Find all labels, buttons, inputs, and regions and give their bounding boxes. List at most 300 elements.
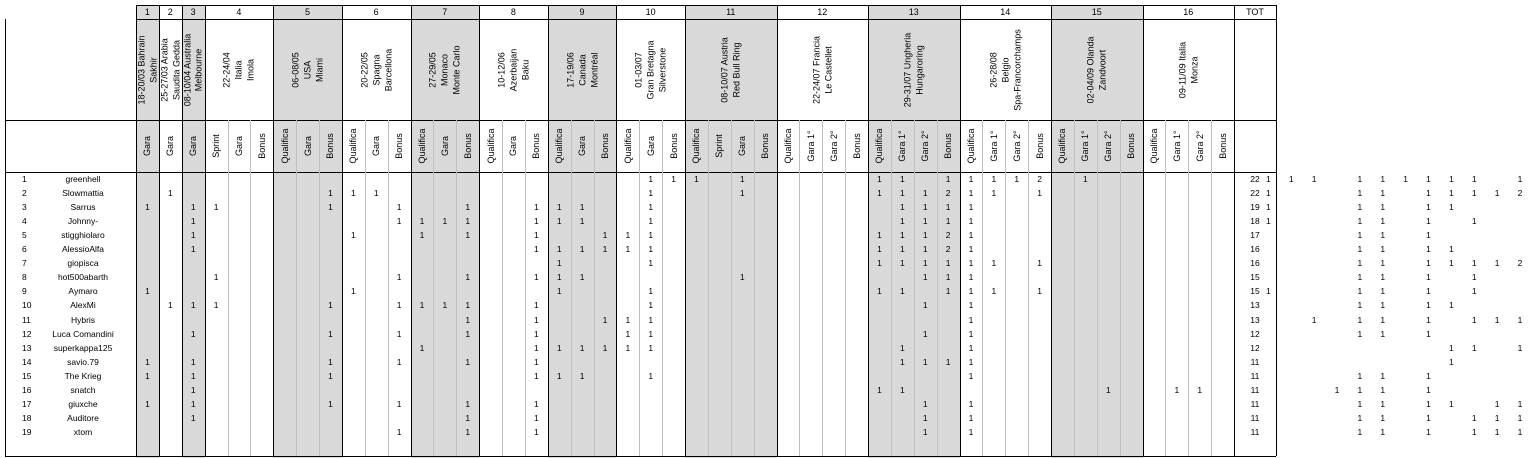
column-header: Gara 1° xyxy=(897,130,908,162)
column-header: Bonus xyxy=(1217,133,1228,159)
round-title-line: 10-12/06 xyxy=(496,51,507,88)
points-cell: 1 xyxy=(968,300,974,311)
points-cell: 1 xyxy=(991,174,997,185)
points-cell: 1 xyxy=(899,174,905,185)
points-cell: 1 xyxy=(1357,258,1363,269)
points-cell: 1 xyxy=(991,258,997,269)
column-header: Qualifica xyxy=(965,128,976,164)
points-cell: 1 xyxy=(648,286,654,297)
grid-line xyxy=(205,5,206,456)
player-total: 19 xyxy=(1250,202,1260,213)
points-cell: 1 xyxy=(1174,384,1180,395)
points-cell: 1 xyxy=(1426,286,1431,297)
round-title-line: Gran Bretagna xyxy=(645,39,656,100)
column-header: Gara xyxy=(645,136,656,157)
player-total: 13 xyxy=(1250,314,1260,325)
points-cell: 2 xyxy=(1517,258,1523,269)
round-title-line: Spagna xyxy=(371,53,382,86)
player-name: Hybris xyxy=(70,314,96,325)
points-cell: 1 xyxy=(968,370,974,381)
points-cell: 1 xyxy=(1494,398,1500,409)
player-total: 11 xyxy=(1250,356,1260,367)
points-cell: 1 xyxy=(922,188,928,199)
round-number-9: 9 xyxy=(579,7,585,17)
round-title-line: Saudita Gedda xyxy=(171,39,182,100)
points-cell: 1 xyxy=(396,328,402,339)
column-header: Bonus xyxy=(1126,133,1137,159)
points-cell: 1 xyxy=(968,314,974,325)
player-position: 4 xyxy=(22,216,27,227)
points-cell: 1 xyxy=(648,230,654,241)
points-cell: 1 xyxy=(602,244,608,255)
grid-line xyxy=(1143,5,1144,456)
points-cell: 1 xyxy=(877,244,882,255)
player-name: hot500abarth xyxy=(57,272,109,283)
column-header: Qualifica xyxy=(279,128,290,164)
points-cell: 1 xyxy=(465,398,471,409)
points-cell: 1 xyxy=(648,188,654,199)
points-cell: 1 xyxy=(145,398,150,409)
grid-line xyxy=(1028,120,1029,456)
player-position: 10 xyxy=(22,300,32,311)
column-header: Bonus xyxy=(851,133,862,159)
grid-line xyxy=(273,5,274,456)
points-cell: 1 xyxy=(968,216,974,227)
points-cell: 1 xyxy=(1380,244,1386,255)
points-cell: 1 xyxy=(922,300,928,311)
points-cell: 1 xyxy=(648,300,654,311)
round-title-line: Le Castellet xyxy=(823,45,834,94)
grid-line xyxy=(250,120,251,456)
round-title-line: Imola xyxy=(245,58,256,81)
points-cell: 1 xyxy=(465,216,471,227)
points-cell: 1 xyxy=(533,412,539,423)
points-cell: 1 xyxy=(1448,342,1454,353)
column-header: Qualifica xyxy=(1148,128,1159,164)
points-cell: 1 xyxy=(1265,216,1271,227)
points-cell: 1 xyxy=(1426,230,1431,241)
points-cell: 1 xyxy=(922,426,928,437)
grid-line xyxy=(1097,120,1098,456)
points-cell: 1 xyxy=(533,370,539,381)
points-cell: 1 xyxy=(396,216,402,227)
column-header: Bonus xyxy=(760,133,771,159)
player-name: AlessioAlfa xyxy=(61,244,105,255)
points-cell: 1 xyxy=(945,174,951,185)
player-position: 14 xyxy=(22,356,32,367)
points-cell: 1 xyxy=(213,300,219,311)
round-title-line: 27-29/05 xyxy=(427,51,438,88)
player-total: 16 xyxy=(1250,244,1260,255)
points-cell: 1 xyxy=(968,230,974,241)
round-title-line: 25-27/03 Arabia xyxy=(159,37,170,102)
grid-line xyxy=(639,120,640,456)
points-cell: 1 xyxy=(899,188,905,199)
points-cell: 1 xyxy=(465,328,471,339)
grid-line xyxy=(1074,120,1075,456)
points-cell: 1 xyxy=(945,202,951,213)
round-number-8: 8 xyxy=(510,7,516,17)
player-position: 15 xyxy=(22,370,32,381)
points-cell: 1 xyxy=(167,188,173,199)
points-cell: 1 xyxy=(1357,300,1363,311)
grid-line xyxy=(479,5,480,456)
points-cell: 1 xyxy=(556,272,562,283)
total-header: TOT xyxy=(1246,7,1264,17)
player-name: Johnny- xyxy=(67,216,99,227)
player-total: 18 xyxy=(1250,216,1260,227)
points-cell: 1 xyxy=(533,230,539,241)
points-cell: 1 xyxy=(556,286,562,297)
points-cell: 1 xyxy=(1357,230,1363,241)
points-cell: 1 xyxy=(167,300,173,311)
round-title-line: 26-28/08 xyxy=(988,51,999,88)
points-cell: 1 xyxy=(1357,398,1363,409)
points-cell: 1 xyxy=(602,230,608,241)
points-cell: 1 xyxy=(899,216,905,227)
column-header: Sprint xyxy=(211,134,222,158)
points-cell: 1 xyxy=(922,230,928,241)
grid-line xyxy=(937,120,938,456)
grid-line xyxy=(822,120,823,456)
points-cell: 1 xyxy=(1426,314,1431,325)
points-cell: 1 xyxy=(442,216,448,227)
points-cell: 1 xyxy=(442,300,448,311)
points-cell: 1 xyxy=(1471,426,1477,437)
points-cell: 1 xyxy=(1380,188,1386,199)
points-cell: 1 xyxy=(1265,202,1271,213)
column-header: Gara xyxy=(233,136,244,157)
round-title-line: Hungaroring xyxy=(914,44,925,95)
points-cell: 1 xyxy=(533,426,539,437)
points-cell: 1 xyxy=(190,230,196,241)
grid-line xyxy=(1120,120,1121,456)
points-cell: 1 xyxy=(1403,174,1408,185)
player-name: AlexMi xyxy=(70,300,96,311)
grid-line xyxy=(159,5,160,456)
points-cell: 1 xyxy=(579,342,585,353)
column-header: Gara xyxy=(165,136,176,157)
points-cell: 1 xyxy=(579,370,585,381)
grid-line xyxy=(5,120,1276,121)
grid-line xyxy=(1051,5,1052,456)
points-cell: 1 xyxy=(968,328,974,339)
column-header: Bonus xyxy=(943,133,954,159)
points-cell: 2 xyxy=(1517,188,1523,199)
points-cell: 1 xyxy=(602,342,608,353)
points-cell: 1 xyxy=(190,370,196,381)
points-cell: 1 xyxy=(328,188,333,199)
player-name: Luca Comandini xyxy=(52,328,114,339)
points-cell: 1 xyxy=(1494,314,1500,325)
player-position: 17 xyxy=(22,398,32,409)
grid-line xyxy=(1165,120,1166,456)
points-cell: 1 xyxy=(1471,272,1477,283)
round-title-line: 08-10/04 Australia xyxy=(182,33,193,106)
points-cell: 1 xyxy=(922,398,928,409)
points-cell: 1 xyxy=(877,384,882,395)
points-cell: 1 xyxy=(1357,314,1363,325)
column-header: Gara xyxy=(188,136,199,157)
player-position: 11 xyxy=(22,314,31,325)
points-cell: 1 xyxy=(1448,356,1454,367)
points-cell: 1 xyxy=(350,230,356,241)
round-title-line: Sakhir xyxy=(148,56,159,83)
grid-line xyxy=(1005,120,1006,456)
grid-line xyxy=(571,120,572,456)
points-cell: 1 xyxy=(396,398,402,409)
points-cell: 1 xyxy=(648,202,654,213)
points-cell: 1 xyxy=(922,216,928,227)
column-header: Bonus xyxy=(394,133,405,159)
grid-line xyxy=(182,5,183,456)
points-cell: 1 xyxy=(1448,174,1454,185)
points-cell: 1 xyxy=(1357,384,1363,395)
column-header: Bonus xyxy=(531,133,542,159)
points-cell: 1 xyxy=(1448,398,1454,409)
points-cell: 1 xyxy=(625,230,631,241)
column-header: Qualifica xyxy=(874,128,885,164)
points-cell: 1 xyxy=(1426,328,1431,339)
points-cell: 1 xyxy=(1380,286,1386,297)
column-header: Gara 1° xyxy=(1080,130,1091,162)
points-cell: 1 xyxy=(922,258,928,269)
round-title-line: Azerbaijan xyxy=(508,48,519,91)
points-cell: 1 xyxy=(1517,342,1523,353)
points-cell: 1 xyxy=(190,412,196,423)
round-number-12: 12 xyxy=(817,7,828,17)
column-header: Gara xyxy=(508,136,519,157)
column-header: Gara 2° xyxy=(828,130,839,162)
points-cell: 1 xyxy=(533,216,539,227)
grid-line xyxy=(960,5,961,456)
column-header: Bonus xyxy=(668,133,679,159)
points-cell: 1 xyxy=(1517,426,1523,437)
grid-line xyxy=(731,120,732,456)
round-title-line: 18-20/03 Bahrain xyxy=(136,34,147,105)
points-cell: 1 xyxy=(1357,426,1363,437)
grid-line xyxy=(342,5,343,456)
round-title-line: Red Bull Ring xyxy=(731,41,742,98)
round-number-16: 16 xyxy=(1183,7,1194,17)
grid-line xyxy=(845,120,846,456)
column-header: Gara 2° xyxy=(1011,130,1022,162)
points-cell: 1 xyxy=(877,258,882,269)
grid-line xyxy=(594,120,595,456)
column-header: Qualifica xyxy=(1057,128,1068,164)
points-cell: 1 xyxy=(556,244,562,255)
player-name: xtom xyxy=(73,426,93,437)
column-header: Qualifica xyxy=(554,128,565,164)
points-cell: 1 xyxy=(877,188,882,199)
round-number-13: 13 xyxy=(908,7,919,17)
points-cell: 1 xyxy=(190,398,196,409)
points-cell: 1 xyxy=(1288,174,1294,185)
points-cell: 1 xyxy=(556,258,562,269)
round-title-line: USA xyxy=(302,60,313,79)
points-cell: 1 xyxy=(1426,188,1431,199)
points-cell: 1 xyxy=(579,202,585,213)
grid-line xyxy=(5,19,6,456)
points-cell: 1 xyxy=(968,244,974,255)
points-cell: 1 xyxy=(1357,370,1363,381)
points-cell: 1 xyxy=(190,216,196,227)
grid-line xyxy=(662,120,663,456)
points-cell: 1 xyxy=(145,202,150,213)
points-cell: 1 xyxy=(922,202,928,213)
points-cell: 1 xyxy=(648,370,654,381)
grid-line xyxy=(5,456,1276,457)
points-cell: 1 xyxy=(1517,314,1523,325)
round-number-1: 1 xyxy=(144,7,150,17)
points-cell: 1 xyxy=(1426,398,1431,409)
column-header: Gara 2° xyxy=(920,130,931,162)
points-cell: 1 xyxy=(328,370,333,381)
points-cell: 1 xyxy=(968,412,974,423)
round-title-line: Miami xyxy=(314,57,325,82)
player-name: Auditore xyxy=(67,412,99,423)
points-cell: 1 xyxy=(1517,398,1523,409)
points-cell: 1 xyxy=(1448,202,1454,213)
points-cell: 1 xyxy=(1448,244,1454,255)
player-position: 8 xyxy=(22,272,27,283)
points-cell: 1 xyxy=(1426,300,1431,311)
player-total: 17 xyxy=(1250,230,1260,241)
points-cell: 1 xyxy=(968,188,974,199)
round-number-4: 4 xyxy=(236,7,242,17)
points-cell: 1 xyxy=(945,286,951,297)
grid-line xyxy=(525,120,526,456)
player-total: 11 xyxy=(1250,370,1260,381)
points-cell: 1 xyxy=(465,202,471,213)
round-title-line: Belgio xyxy=(1000,56,1011,83)
player-name: giuxche xyxy=(68,398,98,409)
points-cell: 1 xyxy=(213,272,219,283)
player-position: 13 xyxy=(22,342,32,353)
points-cell: 1 xyxy=(899,258,905,269)
points-cell: 1 xyxy=(1357,286,1363,297)
points-cell: 1 xyxy=(1311,314,1317,325)
points-cell: 1 xyxy=(145,356,150,367)
points-cell: 1 xyxy=(671,174,676,185)
player-total: 11 xyxy=(1250,426,1260,437)
points-cell: 1 xyxy=(1380,230,1386,241)
points-cell: 1 xyxy=(922,244,928,255)
points-cell: 1 xyxy=(190,328,196,339)
grid-line xyxy=(754,120,755,456)
grid-line xyxy=(1234,5,1235,456)
points-cell: 1 xyxy=(1426,384,1431,395)
points-cell: 1 xyxy=(145,286,150,297)
player-position: 16 xyxy=(22,384,32,395)
round-title-line: Monte Carlo xyxy=(451,44,462,95)
points-cell: 1 xyxy=(1357,244,1363,255)
points-cell: 1 xyxy=(648,328,654,339)
points-cell: 1 xyxy=(1494,426,1500,437)
points-cell: 1 xyxy=(899,342,905,353)
points-cell: 1 xyxy=(1380,216,1386,227)
points-cell: 1 xyxy=(602,314,608,325)
points-cell: 1 xyxy=(396,202,402,213)
column-header: Qualifica xyxy=(782,128,793,164)
points-cell: 1 xyxy=(968,356,974,367)
points-cell: 1 xyxy=(1357,272,1363,283)
points-cell: 1 xyxy=(1380,328,1386,339)
points-cell: 1 xyxy=(991,286,997,297)
points-cell: 1 xyxy=(899,244,905,255)
column-header: Gara 1° xyxy=(805,130,816,162)
points-cell: 1 xyxy=(1426,426,1431,437)
grid-line xyxy=(136,19,1276,20)
grid-line xyxy=(319,120,320,456)
points-cell: 1 xyxy=(1357,188,1363,199)
points-cell: 1 xyxy=(1357,328,1363,339)
points-cell: 1 xyxy=(213,202,219,213)
points-cell: 1 xyxy=(328,398,333,409)
points-cell: 1 xyxy=(625,314,631,325)
points-cell: 1 xyxy=(533,202,539,213)
player-total: 22 xyxy=(1250,174,1260,185)
round-title-line: Spa-Francorchamps xyxy=(1012,28,1023,111)
round-number-11: 11 xyxy=(726,7,736,17)
points-cell: 1 xyxy=(968,342,974,353)
round-title-line: 29-31/07 Ungheria xyxy=(902,32,913,107)
points-cell: 1 xyxy=(556,202,562,213)
grid-line xyxy=(685,5,686,456)
points-cell: 1 xyxy=(648,216,654,227)
points-cell: 1 xyxy=(968,174,974,185)
points-cell: 1 xyxy=(1357,412,1363,423)
grid-line xyxy=(548,5,549,456)
player-total: 11 xyxy=(1250,398,1260,409)
player-name: Aymaro xyxy=(68,286,98,297)
points-cell: 1 xyxy=(1037,188,1042,199)
column-header: Qualifica xyxy=(622,128,633,164)
points-cell: 1 xyxy=(625,328,631,339)
points-cell: 1 xyxy=(945,272,951,283)
points-cell: 1 xyxy=(350,188,356,199)
points-cell: 1 xyxy=(419,216,425,227)
column-header: Qualifica xyxy=(348,128,359,164)
points-cell: 2 xyxy=(1037,174,1042,185)
points-cell: 1 xyxy=(579,272,585,283)
round-title-line: Canada xyxy=(577,53,588,86)
column-header: Gara xyxy=(577,136,588,157)
points-cell: 1 xyxy=(533,328,539,339)
points-cell: 1 xyxy=(328,356,333,367)
points-cell: 1 xyxy=(648,258,654,269)
column-header: Gara xyxy=(302,136,313,157)
player-position: 2 xyxy=(22,188,27,199)
player-name: stigghiolaro xyxy=(61,230,105,241)
grid-line xyxy=(708,120,709,456)
points-cell: 1 xyxy=(533,356,539,367)
round-number-5: 5 xyxy=(305,7,311,17)
points-cell: 1 xyxy=(739,174,745,185)
points-cell: 1 xyxy=(1380,370,1386,381)
round-title-line: 22-24/07 Francia xyxy=(811,35,822,104)
points-cell: 1 xyxy=(396,356,402,367)
player-name: Sarrus xyxy=(70,202,96,213)
player-total: 15 xyxy=(1250,286,1260,297)
points-cell: 1 xyxy=(1426,370,1431,381)
points-cell: 1 xyxy=(1380,398,1386,409)
points-cell: 1 xyxy=(1426,412,1431,423)
points-cell: 1 xyxy=(465,230,471,241)
points-cell: 1 xyxy=(1471,174,1477,185)
round-title-line: 08-10/07 Austria xyxy=(719,36,730,103)
grid-line xyxy=(1188,120,1189,456)
